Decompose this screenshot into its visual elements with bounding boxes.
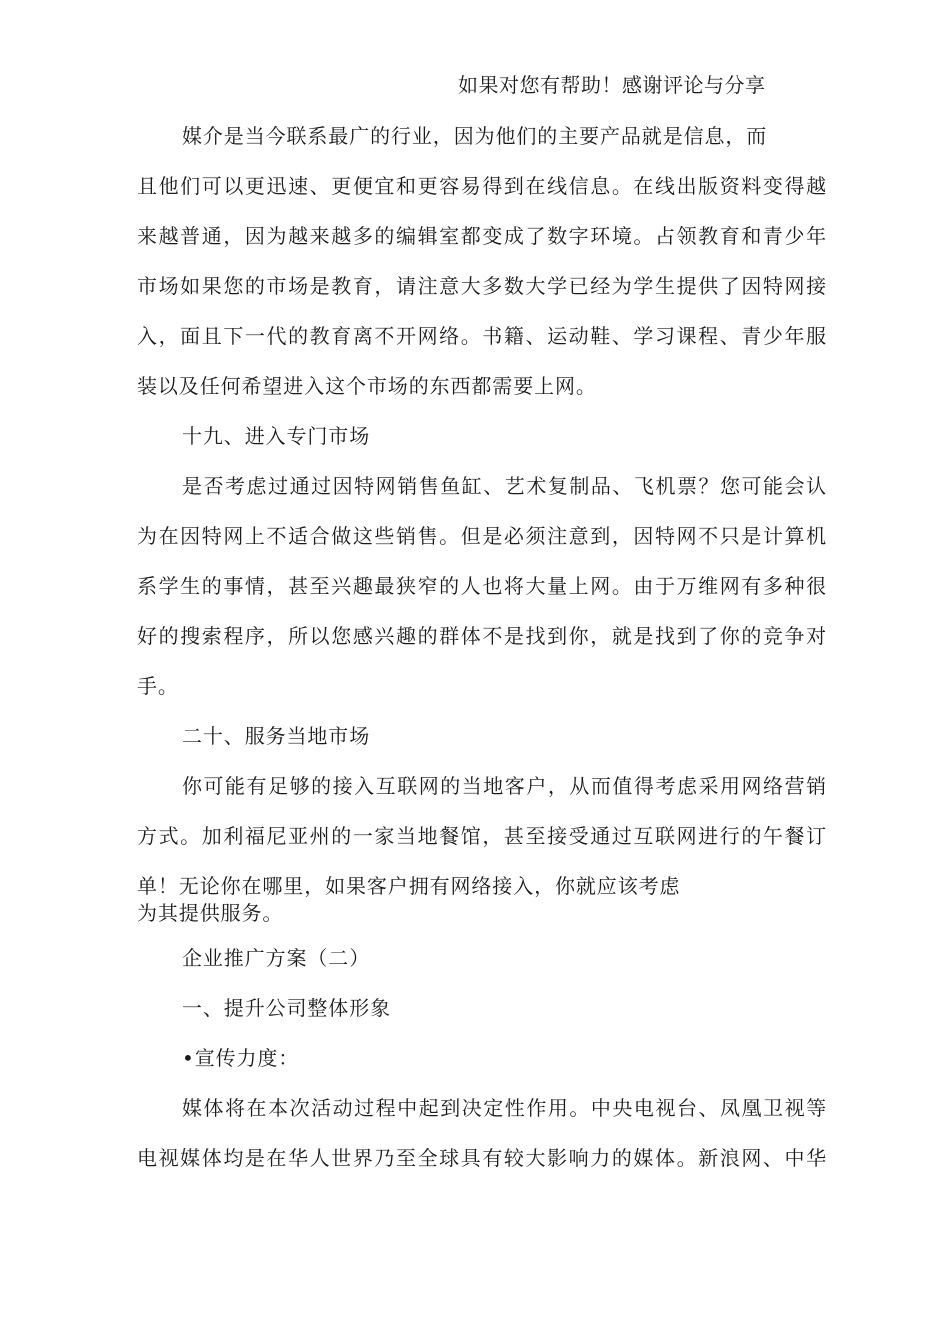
body-line-3: 来越普通，因为越来越多的编辑室都变成了数字环境。占领教育和青少年	[137, 224, 827, 248]
body-line-11: 手。	[137, 674, 179, 698]
body-line-6: 装以及任何希望进入这个市场的东西都需要上网。	[137, 374, 597, 398]
body-line-8: 为在因特网上不适合做这些销售。但是必须注意到，因特网不只是计算机	[137, 524, 827, 548]
section-heading-1: 一、提升公司整体形象	[182, 996, 391, 1020]
body-line-14: 单！无论你在哪里，如果客户拥有网络接入，你就应该考虑	[137, 874, 681, 898]
bullet-heading: •宣传力度：	[182, 1046, 300, 1070]
body-line-12: 你可能有足够的接入互联网的当地客户，从而值得考虑采用网络营销	[182, 774, 827, 798]
body-line-5: 入，面且下一代的教育离不开网络。书籍、运动鞋、学习课程、青少年服	[137, 324, 827, 348]
body-line-7: 是否考虑过通过因特网销售鱼缸、艺术复制品、飞机票？您可能会认	[182, 474, 827, 498]
body-line-16: 媒体将在本次活动过程中起到决定性作用。中央电视台、凤凰卫视等	[182, 1096, 827, 1120]
body-line-2: 且他们可以更迅速、更便宜和更容易得到在线信息。在线出版资料变得越	[137, 174, 827, 198]
section-heading-20: 二十、服务当地市场	[182, 724, 371, 748]
body-line-15: 为其提供服务。	[137, 901, 284, 925]
header-note: 如果对您有帮助！感谢评论与分享	[458, 73, 766, 97]
body-line-17: 电视媒体均是在华人世界乃至全球具有较大影响力的媒体。新浪网、中华	[137, 1146, 827, 1170]
body-line-9: 系学生的事情，甚至兴趣最狭窄的人也将大量上网。由于万维网有多种很	[137, 574, 827, 598]
document-subtitle: 企业推广方案（二）	[182, 946, 371, 970]
body-line-13: 方式。加利福尼亚州的一家当地餐馆，甚至接受通过互联网进行的午餐订	[137, 824, 827, 848]
body-line-4: 市场如果您的市场是教育，请注意大多数大学已经为学生提供了因特网接	[137, 274, 827, 298]
body-line-1: 媒介是当今联系最广的行业，因为他们的主要产品就是信息，而	[182, 124, 768, 148]
body-line-10: 好的搜索程序，所以您感兴趣的群体不是找到你，就是找到了你的竞争对	[137, 624, 827, 648]
section-heading-19: 十九、进入专门市场	[182, 424, 371, 448]
